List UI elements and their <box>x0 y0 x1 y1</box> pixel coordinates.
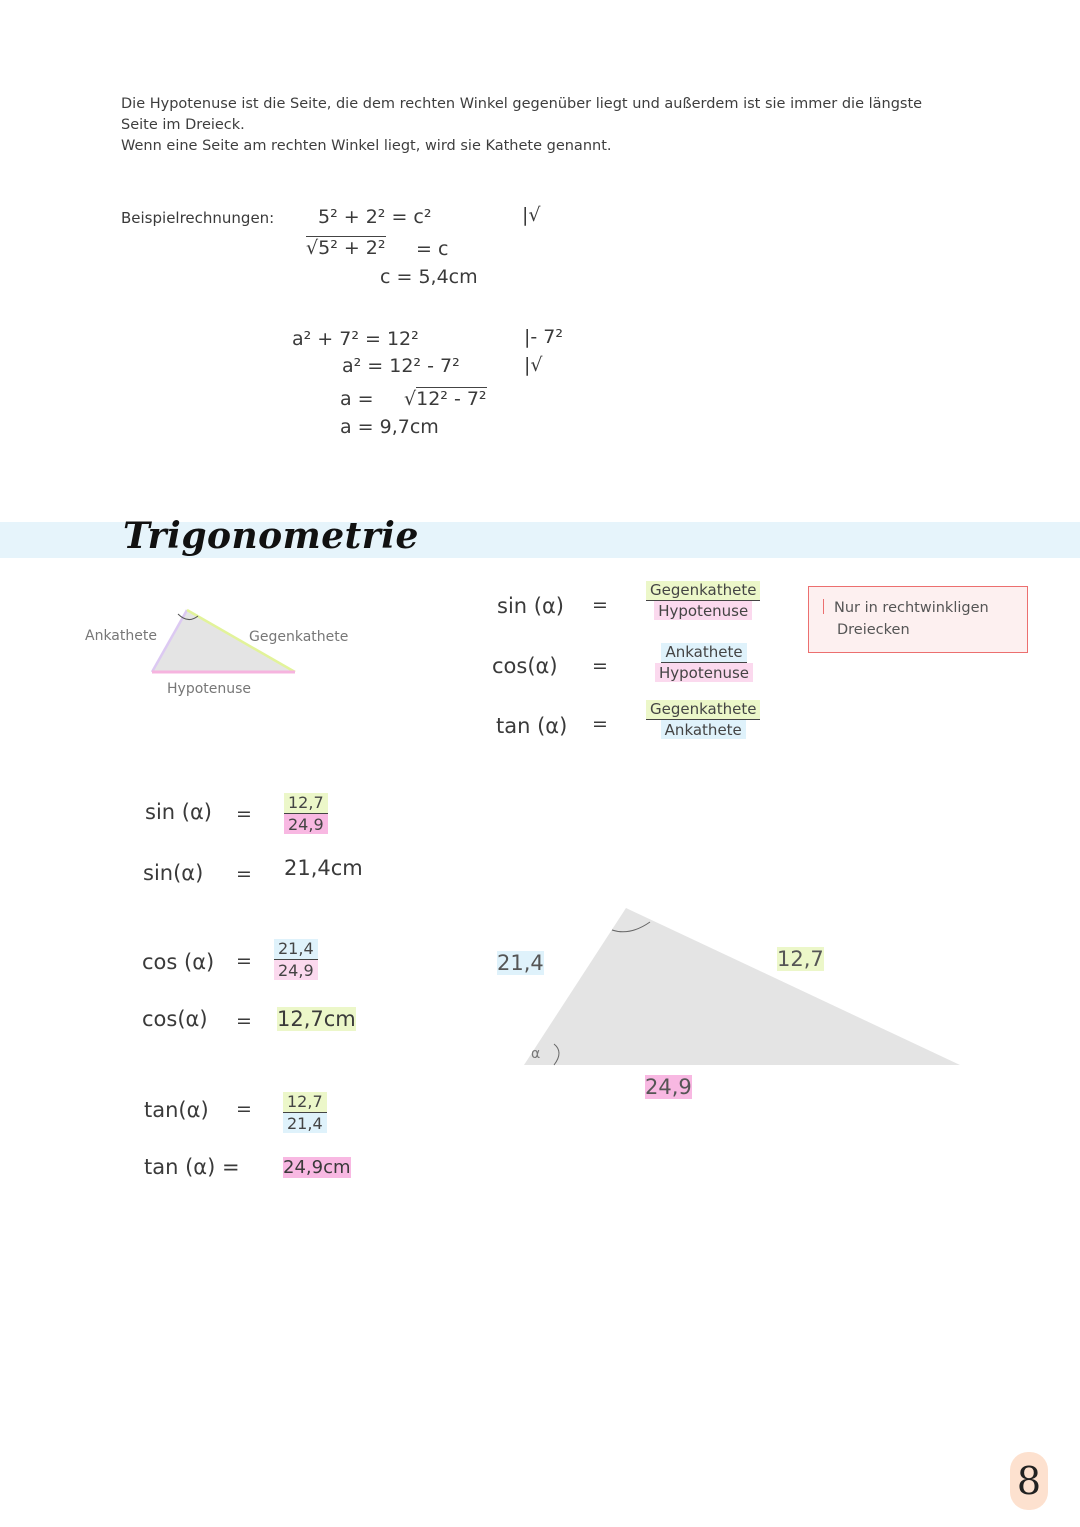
def-tan-eq: = <box>592 713 608 735</box>
def-sin-fraction <box>646 581 760 620</box>
ex1-line-2-right: = c <box>416 238 449 260</box>
intro-line-3: Wenn eine Seite am rechten Winkel liegt, wird sie Kathete genannt. <box>121 138 612 154</box>
ex1-op-1: |√ <box>522 204 541 226</box>
ex2-line-3-left: a = <box>340 388 374 410</box>
ex1-line-3: c = 5,4cm <box>380 266 478 288</box>
intro-paragraph <box>121 94 971 157</box>
small-triangle-adjacent-label: Ankathete <box>85 628 157 644</box>
calc-cos2-fn: cos(α) <box>142 1007 208 1031</box>
page-number: 8 <box>1010 1452 1048 1510</box>
big-triangle-fill <box>524 908 960 1065</box>
def-tan-fraction <box>646 700 760 739</box>
def-cos-numerator: Ankathete <box>661 643 746 663</box>
sqrt-icon: √ <box>404 388 417 410</box>
calc-sin1-numerator: 12,7 <box>284 793 328 814</box>
big-triangle-figure <box>520 900 970 1075</box>
intro-line-2: Seite im Dreieck. <box>121 117 245 133</box>
note-bar <box>823 599 824 614</box>
big-triangle-left-label: 21,4 <box>497 951 544 975</box>
def-sin-numerator: Gegenkathete <box>646 581 760 601</box>
note-box <box>808 586 1028 653</box>
def-sin-fn: sin (α) <box>497 594 564 618</box>
intro-line-1: Die Hypotenuse ist die Seite, die dem rechten Winkel gegenüber liegt und außerdem ist sie immer die längste <box>121 96 923 112</box>
def-tan-numerator: Gegenkathete <box>646 700 760 720</box>
calc-sin2-eq: = <box>236 863 252 885</box>
section-title: Trigonometrie <box>123 515 419 557</box>
note-line-2: Dreiecken <box>837 622 910 638</box>
ex2-op-2: |√ <box>524 354 543 376</box>
ex2-line-4: a = 9,7cm <box>340 416 439 438</box>
note-line-1: Nur in rechtwinkligen <box>834 600 989 616</box>
calc-tan1-numerator: 12,7 <box>283 1092 327 1113</box>
calc-tan1-eq: = <box>236 1098 252 1120</box>
calc-tan1-fraction <box>283 1092 327 1133</box>
small-triangle-opposite-label: Gegenkathete <box>249 629 349 645</box>
def-tan-fn: tan (α) <box>496 714 568 738</box>
def-sin-eq: = <box>592 594 608 616</box>
big-triangle-right-label: 12,7 <box>777 947 824 971</box>
calc-cos1-eq: = <box>236 950 252 972</box>
calc-sin1-denominator: 24,9 <box>284 814 328 834</box>
big-triangle-bottom-label: 24,9 <box>645 1075 692 1099</box>
ex2-op-1: |- 7² <box>524 326 564 348</box>
calc-tan2-value: 24,9cm <box>283 1157 351 1178</box>
ex1-line-1: 5² + 2² = c² <box>318 206 432 228</box>
ex2-line-1: a² + 7² = 12² <box>292 328 419 350</box>
calc-tan1-denominator: 21,4 <box>283 1113 327 1133</box>
ex2-line-3-root <box>404 388 487 410</box>
def-cos-fraction <box>655 643 753 682</box>
calc-sin1-fn: sin (α) <box>145 800 212 824</box>
calc-sin1-eq: = <box>236 803 252 825</box>
def-sin-denominator: Hypotenuse <box>654 601 752 620</box>
small-triangle-hypotenuse-label: Hypotenuse <box>167 681 252 697</box>
def-cos-fn: cos(α) <box>492 654 558 678</box>
def-cos-denominator: Hypotenuse <box>655 663 753 682</box>
calc-cos2-value: 12,7cm <box>277 1007 356 1031</box>
calc-sin2-value: 21,4cm <box>284 856 363 880</box>
ex2-line-2: a² = 12² - 7² <box>342 355 460 377</box>
calc-sin1-fraction <box>284 793 328 834</box>
calc-cos1-fn: cos (α) <box>142 950 215 974</box>
ex2-root-content: 12² - 7² <box>416 388 487 410</box>
calc-tan1-fn: tan(α) <box>144 1098 209 1122</box>
examples-label: Beispielrechnungen: <box>121 209 275 227</box>
def-tan-denominator: Ankathete <box>661 720 746 739</box>
calc-cos1-denominator: 24,9 <box>274 960 318 980</box>
calc-cos1-numerator: 21,4 <box>274 939 318 960</box>
calc-cos1-fraction <box>274 939 318 980</box>
calc-cos2-eq: = <box>236 1010 252 1032</box>
calc-tan2-fn: tan (α) = <box>144 1155 240 1179</box>
calc-sin2-fn: sin(α) <box>143 861 204 885</box>
ex1-line-2-left: √5² + 2² <box>306 237 386 259</box>
def-cos-eq: = <box>592 655 608 677</box>
big-triangle-angle-label: α <box>531 1046 541 1062</box>
